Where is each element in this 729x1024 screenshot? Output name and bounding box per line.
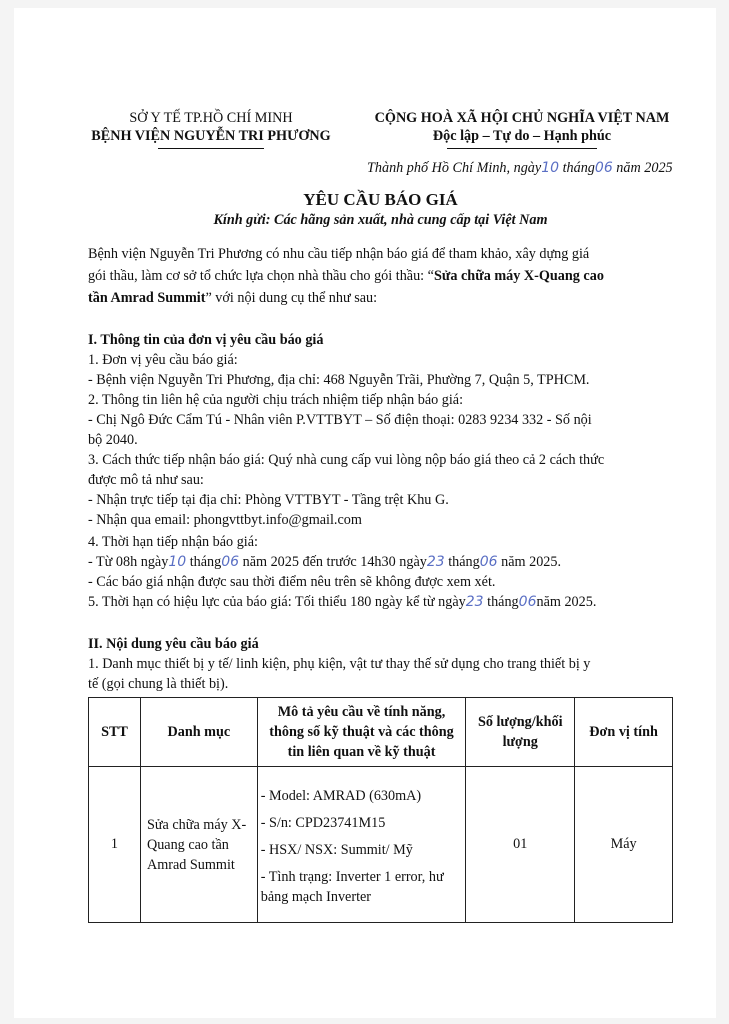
section-1-line-4: - Chị Ngô Đức Cẩm Tú - Nhân viên P.VTTBYT – Số điện thoại: 0283 9234 332 - Số nội — [88, 412, 592, 428]
section-1-line-5: bộ 2040. — [88, 432, 138, 448]
desc-condition: - Tình trạng: Inverter 1 error, hư bảng mạch Inverter — [260, 868, 444, 905]
intro-line-2 — [88, 268, 604, 285]
validity-day-handwritten: 23 — [465, 594, 484, 610]
validity-text: 5. Thời hạn có hiệu lực của báo giá: Tối thiểu 180 ngày kể từ ngày — [88, 594, 466, 610]
section-1-heading: I. Thông tin của đơn vị yêu cầu báo giá — [88, 332, 324, 348]
deadline-month-word: tháng — [189, 554, 222, 570]
row-item: Sửa chữa máy X-Quang cao tần Amrad Summit — [140, 767, 257, 923]
section-2-heading: II. Nội dung yêu cầu báo giá — [88, 636, 259, 652]
validity-month-word: tháng — [487, 594, 519, 610]
header-description: Mô tả yêu cầu về tính năng, thông số kỹ thuật và các thông tin liên quan về kỹ thuật — [257, 698, 466, 767]
hospital-name: BỆNH VIỆN NGUYỄN TRI PHƯƠNG — [91, 128, 331, 144]
section-1-line-7: được mô tả như sau: — [88, 472, 204, 488]
deadline-start-day-handwritten: 10 — [168, 554, 187, 570]
section-1-line-1: 1. Đơn vị yêu cầu báo giá: — [88, 352, 238, 368]
date-line — [367, 160, 673, 177]
intro-line-1: Bệnh viện Nguyễn Tri Phương có nhu cầu tiếp nhận báo giá để tham khảo, xây dựng giá — [88, 246, 590, 262]
row-description — [257, 767, 466, 923]
section-1-line-9: - Nhận qua email: phongvttbyt.info@gmail.com — [88, 512, 362, 528]
date-prefix: Thành phố Hồ Chí Minh, ngày — [367, 160, 542, 176]
date-suffix: năm 2025 — [616, 160, 673, 176]
hospital-name-underline — [158, 148, 264, 149]
section-1-line-13 — [88, 594, 596, 611]
date-month-handwritten: 06 — [594, 160, 613, 176]
deadline-month-word-2: tháng — [448, 554, 480, 570]
deadline-year: năm 2025. — [501, 554, 562, 570]
national-motto: Độc lập – Tự do – Hạnh phúc — [432, 128, 612, 144]
desc-model: - Model: AMRAD (630mA) — [260, 787, 422, 804]
section-1-line-12: - Các báo giá nhận được sau thời điểm nêu trên sẽ không được xem xét. — [88, 574, 496, 590]
document-title: YÊU CẦU BÁO GIÁ — [303, 190, 458, 209]
desc-serial: - S/n: CPD23741M15 — [260, 814, 386, 831]
date-day-handwritten: 10 — [541, 160, 560, 176]
deadline-end-day-handwritten: 23 — [426, 554, 445, 570]
header-quantity: Số lượng/khối lượng — [466, 698, 575, 767]
package-name-part-2: tần Amrad Summit — [88, 290, 206, 306]
equipment-table — [88, 697, 673, 923]
validity-year: năm 2025. — [536, 594, 597, 610]
desc-manufacturer: - HSX/ NSX: Summit/ Mỹ — [260, 841, 413, 858]
row-stt: 1 — [89, 767, 141, 923]
section-2-line-1: 1. Danh mục thiết bị y tế/ linh kiện, phụ kiện, vật tư thay thế sử dụng cho trang thiết bị y — [88, 656, 591, 672]
deadline-text-middle: năm 2025 đến trước 14h30 ngày — [242, 554, 427, 570]
intro-line-3 — [88, 290, 377, 307]
recipient-line: Kính gửi: Các hãng sản xuất, nhà cung cấp tại Việt Nam — [213, 212, 548, 228]
intro-text-end: ” với nội dung cụ thể như sau: — [205, 290, 378, 306]
section-1-line-3: 2. Thông tin liên hệ của người chịu trách nhiệm tiếp nhận báo giá: — [88, 392, 464, 408]
package-name-part-1: Sửa chữa máy X-Quang cao — [433, 268, 604, 284]
deadline-text-start: - Từ 08h ngày — [88, 554, 169, 570]
ministry-name: SỞ Y TẾ TP.HỒ CHÍ MINH — [129, 110, 293, 126]
country-name: CỘNG HOÀ XÃ HỘI CHỦ NGHĨA VIỆT NAM — [374, 110, 670, 126]
deadline-start-month-handwritten: 06 — [221, 554, 240, 570]
row-unit: Máy — [575, 767, 673, 923]
intro-text: gói thầu, làm cơ sở tổ chức lựa chọn nhà thầu cho gói thầu: “ — [88, 268, 434, 284]
row-quantity: 01 — [466, 767, 575, 923]
deadline-end-month-handwritten: 06 — [479, 554, 498, 570]
motto-underline — [447, 148, 597, 149]
header-unit: Đơn vị tính — [575, 698, 673, 767]
header-stt: STT — [89, 698, 141, 767]
table-header-row — [89, 698, 673, 767]
section-1-line-2: - Bệnh viện Nguyễn Tri Phương, địa chỉ: 468 Nguyễn Trãi, Phường 7, Quận 5, TPHCM. — [88, 372, 590, 388]
header-item: Danh mục — [140, 698, 257, 767]
section-1-line-10: 4. Thời hạn tiếp nhận báo giá: — [88, 534, 258, 550]
section-1-line-11 — [88, 554, 561, 571]
section-2-line-2: tế (gọi chung là thiết bị). — [88, 676, 229, 692]
section-1-line-8: - Nhận trực tiếp tại địa chỉ: Phòng VTTBYT - Tầng trệt Khu G. — [88, 492, 449, 508]
validity-month-handwritten: 06 — [518, 594, 537, 610]
date-month-word: tháng — [562, 160, 595, 176]
table-row — [89, 767, 673, 923]
section-1-line-6: 3. Cách thức tiếp nhận báo giá: Quý nhà cung cấp vui lòng nộp báo giá theo cả 2 cách thức — [88, 452, 605, 468]
